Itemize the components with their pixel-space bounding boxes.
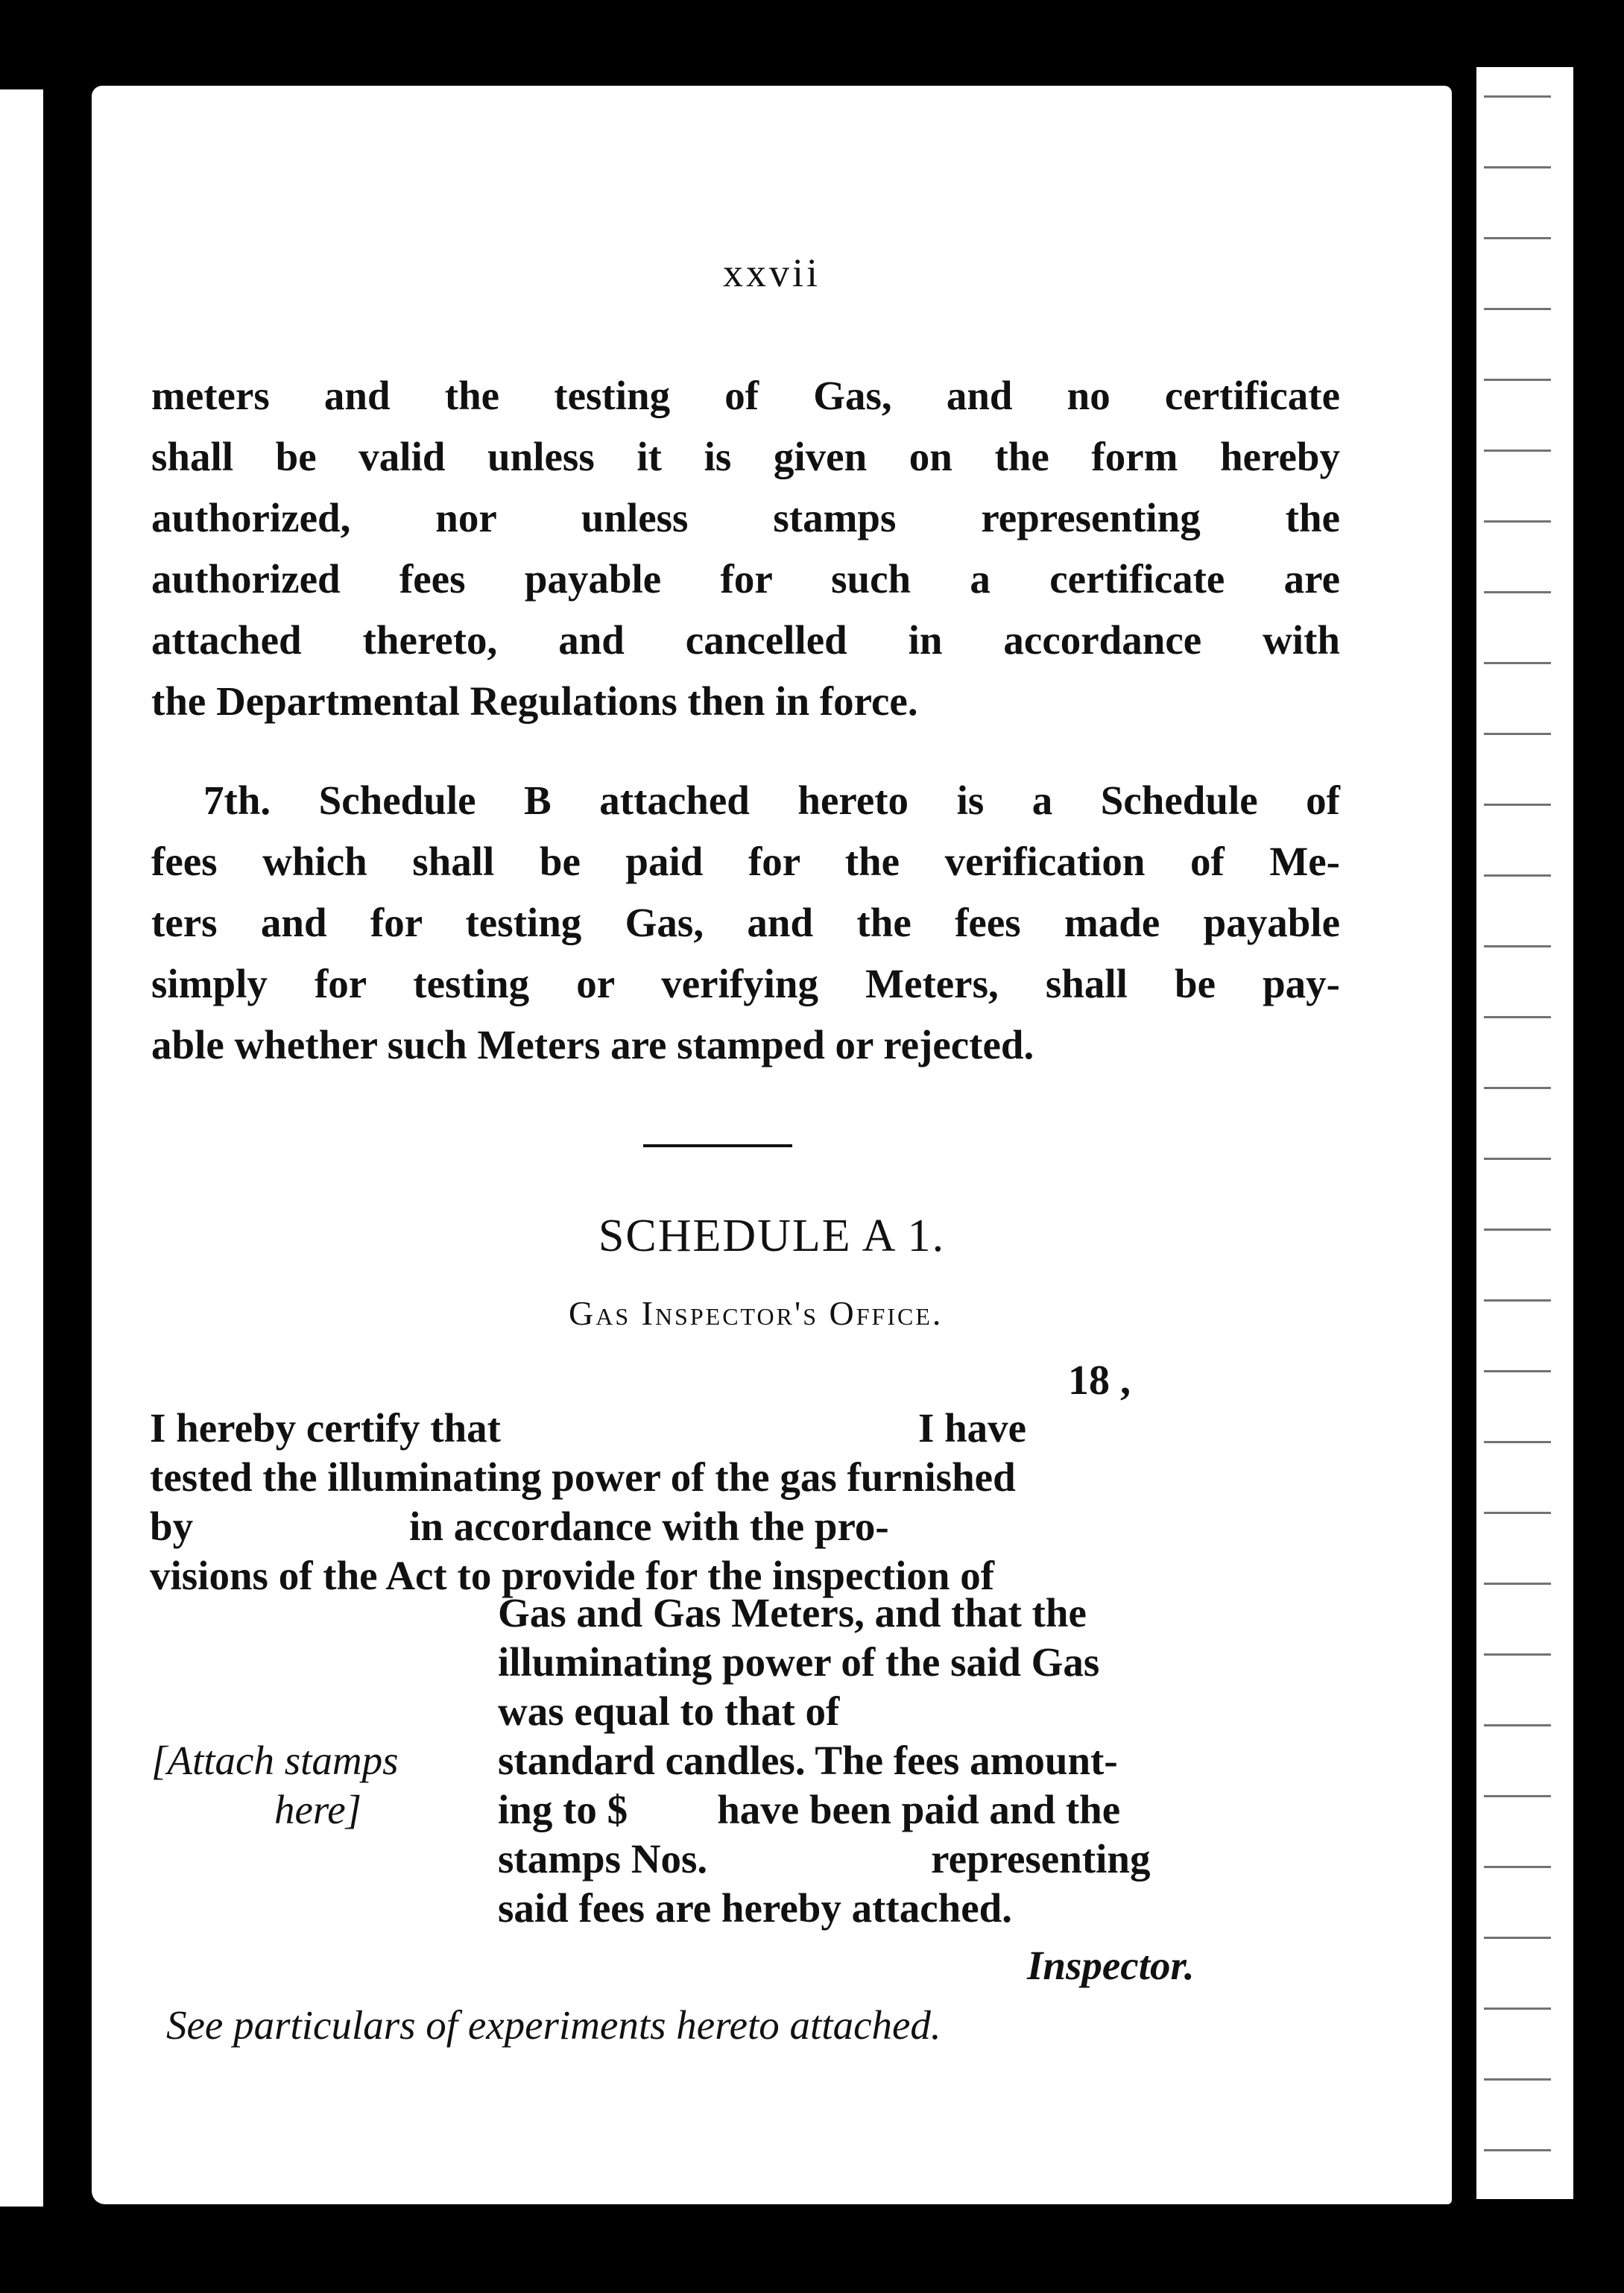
text-line: ters and for testing Gas, and the fees made payable — [151, 900, 1340, 945]
attach-stamps-note — [151, 1736, 399, 1835]
text-line: the Departmental Regulations then in force. — [151, 678, 918, 724]
paragraph-seventh — [151, 770, 1340, 1076]
cert-phrase: ing to $ — [498, 1787, 628, 1832]
text-line — [498, 1785, 1340, 1835]
adjacent-page-sliver — [0, 89, 43, 2207]
text-line: illuminating power of the said Gas — [498, 1639, 1100, 1685]
stamps-note-line: [Attach stamps — [151, 1738, 399, 1783]
cert-phrase: I hereby certify that — [150, 1405, 501, 1451]
text-line: able whether such Meters are stamped or rejected. — [151, 1022, 1034, 1067]
text-line: fees which shall be paid for the verification of Me- — [151, 839, 1340, 884]
cert-phrase: I have — [917, 1405, 1027, 1451]
text-line: standard candles. The fees amount- — [498, 1738, 1118, 1783]
text-line: authorized fees payable for such a certificate are — [151, 556, 1340, 602]
text-line: said fees are hereby attached. — [498, 1885, 1012, 1931]
stamps-note-line: here] — [274, 1787, 362, 1832]
inspector-signature-label: Inspector. — [1027, 1943, 1195, 1988]
text-line: meters and the testing of Gas, and no certificate — [151, 373, 1340, 418]
paragraph-continuation — [151, 365, 1340, 732]
text-line — [150, 1502, 1342, 1551]
book-page — [92, 86, 1452, 2204]
text-line — [498, 1835, 1340, 1884]
cert-phrase: by — [150, 1504, 194, 1549]
text-line: shall be valid unless it is given on the form hereby — [151, 434, 1340, 479]
page-edge-right — [1457, 67, 1573, 2199]
text-line: tested the illuminating power of the gas furnished — [150, 1454, 1016, 1500]
cert-phrase: have been paid and the — [717, 1787, 1121, 1832]
text-line: simply for testing or verifying Meters, shall be pay- — [151, 961, 1340, 1006]
text-line: visions of the Act to provide for the inspection of — [150, 1553, 995, 1598]
schedule-title: SCHEDULE A 1. — [598, 1211, 946, 1261]
date-field: 18 , — [1068, 1357, 1131, 1404]
cert-phrase: representing — [931, 1836, 1151, 1882]
section-divider — [643, 1144, 792, 1147]
certificate-indented-text — [498, 1589, 1340, 1933]
text-line: Gas and Gas Meters, and that the — [498, 1590, 1087, 1636]
certificate-text — [150, 1404, 1342, 1600]
text-line — [150, 1404, 1342, 1453]
text-line: was equal to that of — [498, 1688, 840, 1734]
cert-phrase: in accordance with the pro- — [409, 1504, 889, 1549]
office-heading: Gas Inspector's Office. — [569, 1294, 944, 1332]
text-line: authorized, nor unless stamps representing the — [151, 495, 1340, 540]
text-line: attached thereto, and cancelled in accordance with — [151, 617, 1340, 663]
cert-phrase: stamps Nos. — [498, 1836, 708, 1882]
particulars-note: See particulars of experiments hereto attached. — [166, 2002, 941, 2048]
page-number: xxvii — [722, 250, 821, 295]
text-line: 7th. Schedule B attached hereto is a Schedule of — [203, 778, 1340, 823]
